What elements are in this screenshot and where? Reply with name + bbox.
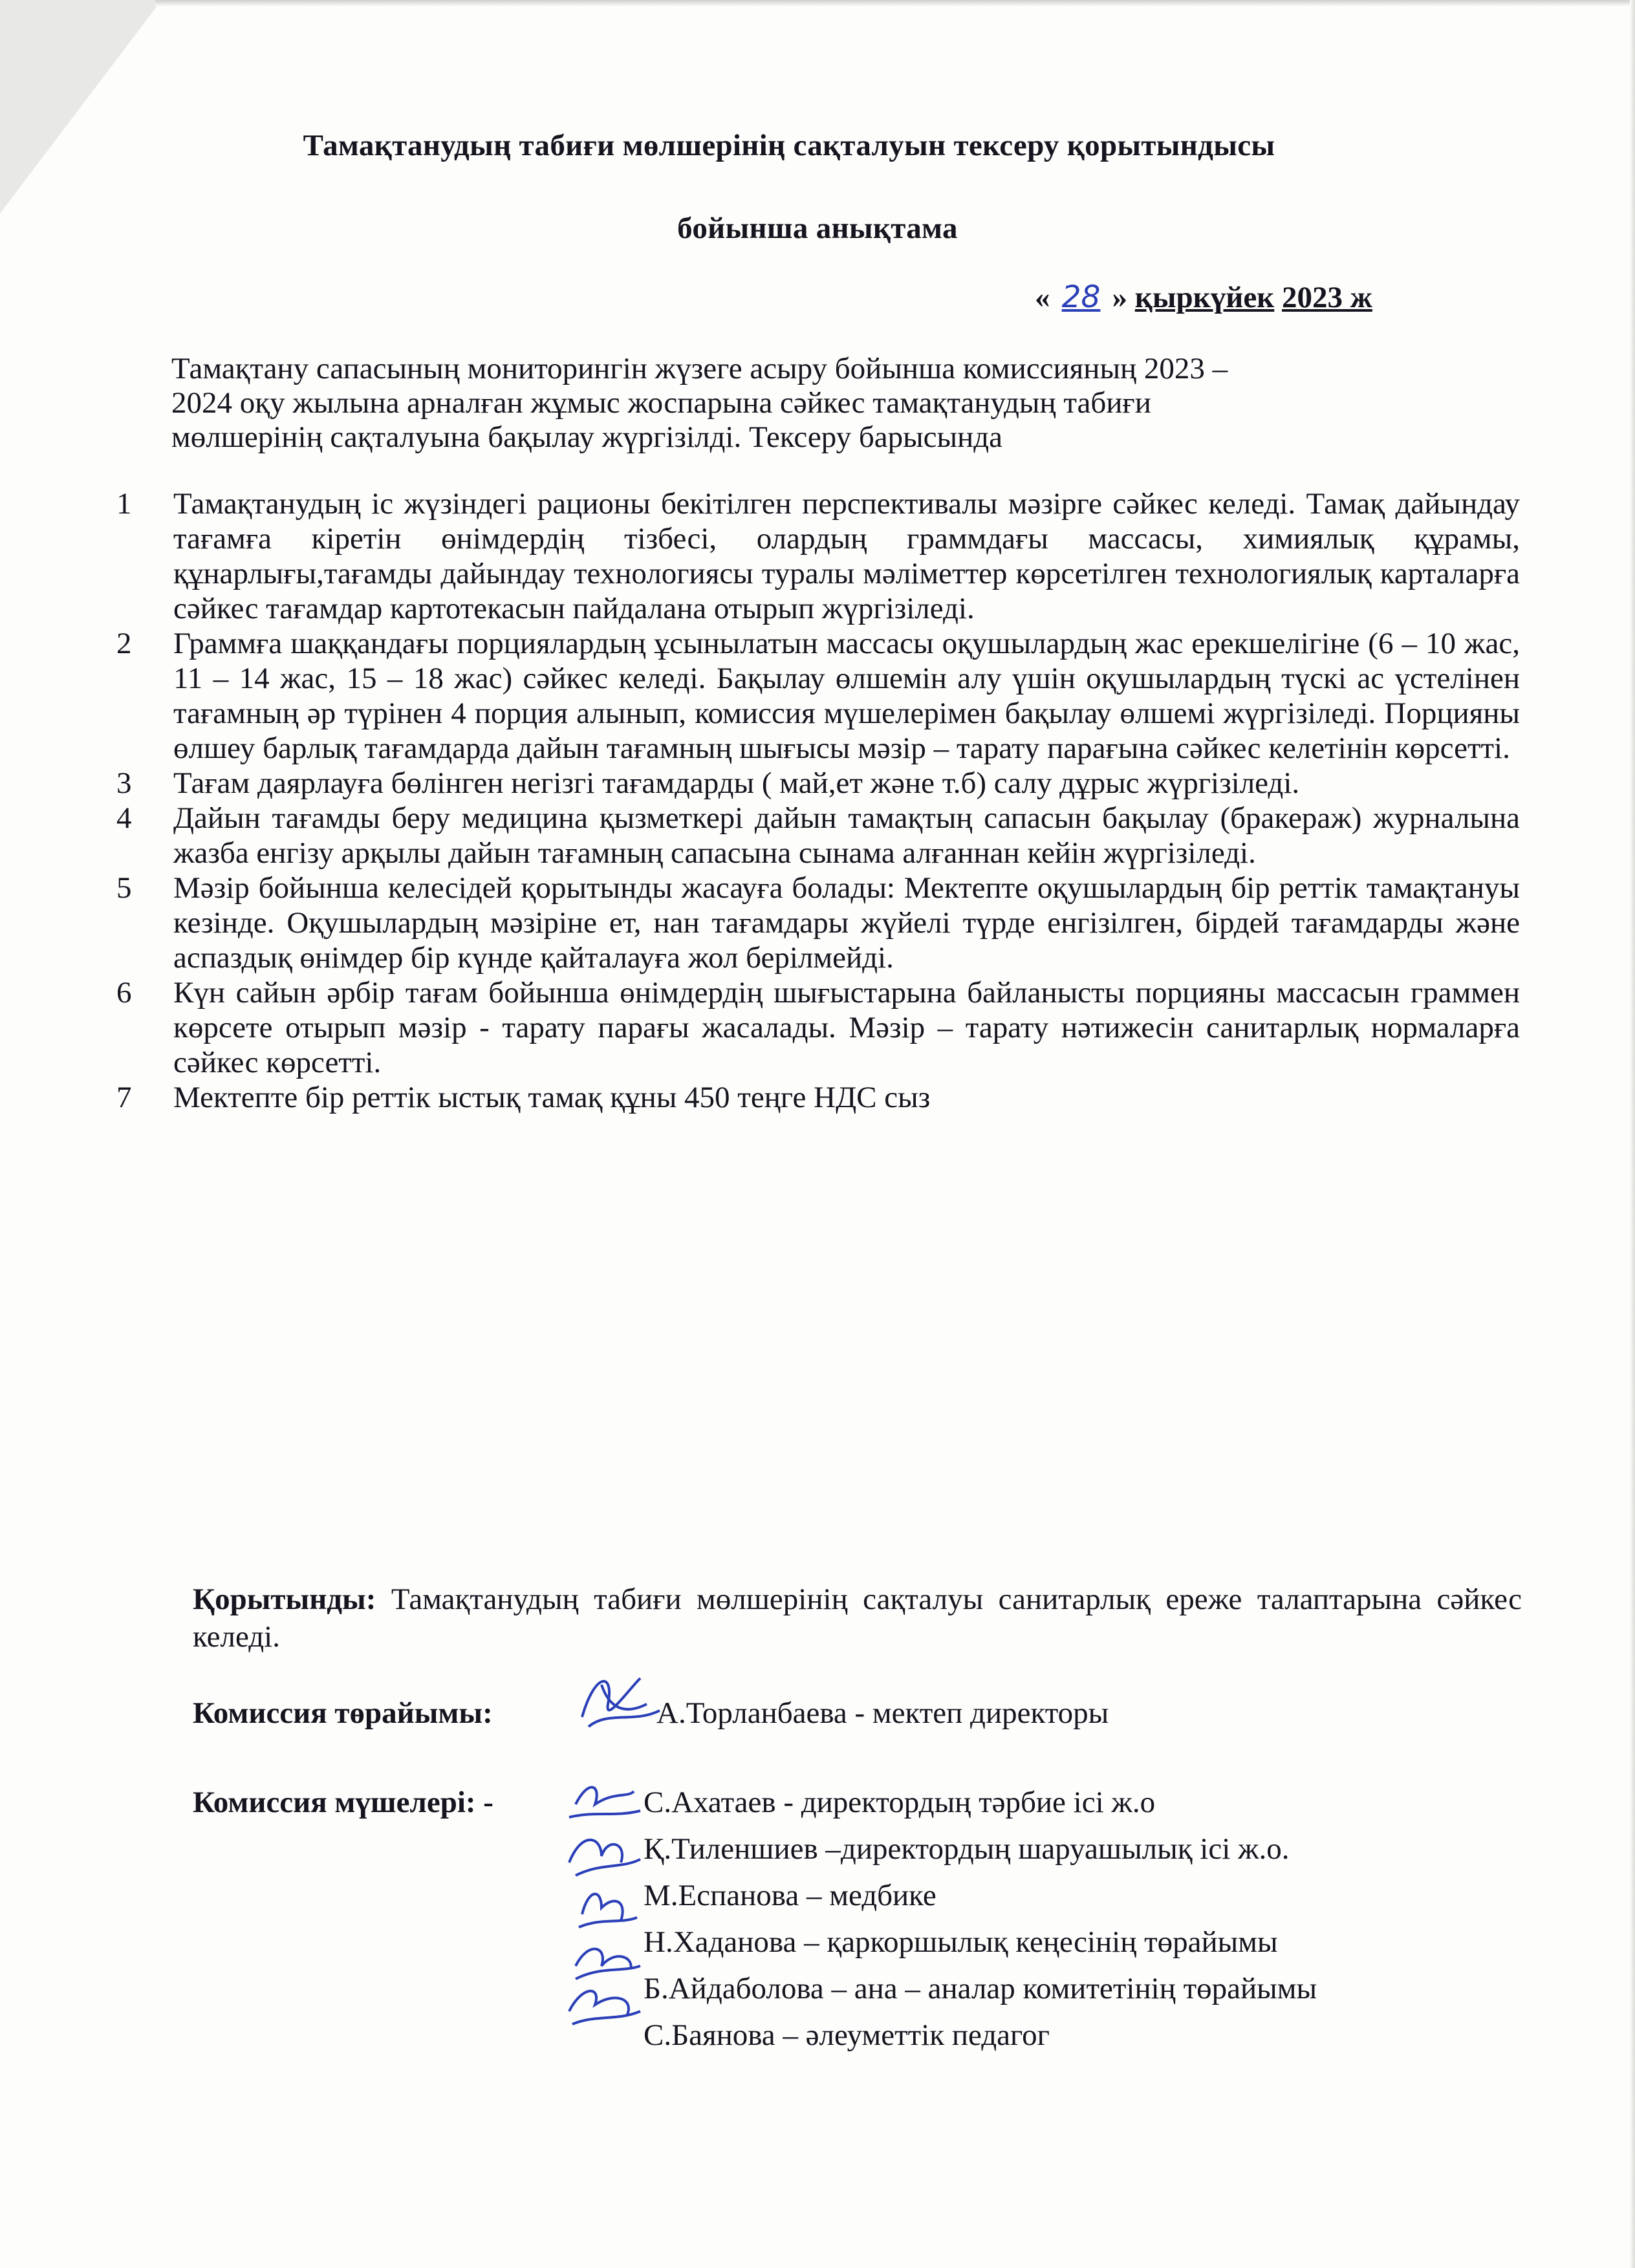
chair-signature (569, 1665, 666, 1736)
item-text: Тағам даярлауға бөлінген негізгі тағамдарды ( май,ет және т.б) салу дұрыс жүргізіледі. (173, 766, 1300, 800)
item-text: Граммға шаққандағы порциялардың ұсынылатын массасы оқушылардың жас ерекшелігіне (6 – 10 жас, 11 – 14 жас, 15 – 18 жас) сәйкес келеді. Бақылау өлшемін алу үшін оқушылардың түскі ас үстелінен тағамның әр түрінен 4 порция алынып, комиссия мүшелерімен бақылау өлшемі жүргізіледі. Порцияны өлшеу барлық тағамдарда дайын тағамның шығысы мәзір – тарату парағына сәйкес келетінін көрсетті. (173, 627, 1520, 765)
list-item (116, 486, 1520, 626)
members-label: Комиссия мүшелері: - (193, 1786, 493, 1819)
document-date (1035, 279, 1372, 315)
intro-paragraph (171, 352, 1491, 455)
scan-top-edge (155, 0, 1635, 6)
date-month: қыркүйек (1134, 281, 1275, 314)
folded-corner (0, 0, 162, 213)
item-number: 5 (116, 871, 132, 905)
list-item (116, 626, 1520, 766)
item-number: 4 (116, 801, 132, 835)
item-text: Мәзір бойынша келесідей қорытынды жасауға болады: Мектепте оқушылардың бір реттік тамақтануы кезінде. Оқушылардың мәзіріне ет, нан тағамдары жүйелі түрде енгізілген, бірдей тағамдарды және аспаздық өнімдер бір күнде қайталауға жол берілмейді. (173, 871, 1520, 975)
date-year: 2023 ж (1282, 281, 1372, 314)
list-item (116, 1080, 1520, 1115)
scan-right-edge (1630, 0, 1635, 2268)
item-number: 1 (116, 487, 132, 521)
intro-line: Тамақтану сапасының мониторингін жүзеге асыру бойынша комиссияның 2023 – (171, 352, 1228, 385)
member-name: Б.Айдаболова – ана – аналар комитетінің төрайымы (644, 1972, 1317, 2005)
document-title-line-1: Тамақтанудың табиғи мөлшерінің сақталуын тексеру қорытындысы (303, 129, 1275, 162)
member-name: М.Еспанова – медбике (644, 1879, 937, 1912)
member-signatures (556, 1772, 647, 2050)
date-open-quote: « (1035, 281, 1050, 314)
item-text: Күн сайын әрбір тағам бойынша өнімдердің шығыстарына байланысты порцияны массасын граммен көрсете отырып мәзір - тарату парағы жасалады. Мәзір – тарату нәтижесін санитарлық нормаларға сәйкес көрсетті. (173, 976, 1520, 1079)
date-day: 28 (1061, 279, 1101, 315)
intro-line: мөлшерінің сақталуына бақылау жүргізілді. Тексеру барысында (171, 420, 1003, 454)
member-name: Қ.Тиленшиев –директордың шаруашылық ісі ж.о. (644, 1832, 1290, 1866)
member-name: С.Баянова – әлеуметтік педагог (644, 2018, 1050, 2052)
findings-list (116, 486, 1520, 1115)
chair-label: Комиссия төрайымы: (193, 1696, 493, 1730)
item-number: 3 (116, 766, 132, 800)
member-name: Н.Хаданова – қаркоршылық кеңесінің төрайымы (644, 1925, 1278, 1959)
date-close-quote: » (1112, 281, 1127, 314)
conclusion-paragraph (193, 1581, 1522, 1656)
item-text: Мектепте бір реттік ыстық тамақ құны 450 теңге НДС сыз (173, 1081, 931, 1114)
document-title-line-2: бойынша анықтама (677, 211, 958, 245)
item-number: 2 (116, 627, 132, 660)
member-name: С.Ахатаев - директордың тәрбие ісі ж.о (644, 1786, 1156, 1819)
list-item (116, 801, 1520, 870)
conclusion-text: Тамақтанудың табиғи мөлшерінің сақталуы санитарлық ереже талаптарына сәйкес келеді. (193, 1582, 1522, 1654)
list-item (116, 766, 1520, 801)
list-item (116, 975, 1520, 1080)
item-text: Тамақтанудың іс жүзіндегі рационы бекітілген перспективалы мәзірге сәйкес келеді. Тамақ дайындау тағамға кіретін өнімдердің тізбесі, олардың граммдағы массасы, химиялық құрамы, құнарлығы,тағамды дайындау технологиясы туралы мәліметтер көрсетілген технологиялық карталарға сәйкес тағамдар картотекасын пайдалана отырып жүргізіледі. (173, 487, 1520, 625)
chair-name: А.Торланбаева - мектеп директоры (656, 1696, 1109, 1730)
list-item (116, 870, 1520, 975)
item-number: 7 (116, 1081, 132, 1114)
item-text: Дайын тағамды беру медицина қызметкері дайын тамақтың сапасын бақылау (бракераж) журналына жазба енгізу арқылы дайын тағамның сапасына сынама алғаннан кейін жүргізіледі. (173, 801, 1520, 870)
intro-line: 2024 оқу жылына арналған жұмыс жоспарына сәйкес тамақтанудың табиғи (171, 386, 1151, 420)
conclusion-label: Қорытынды: (193, 1582, 376, 1616)
item-number: 6 (116, 976, 132, 1010)
